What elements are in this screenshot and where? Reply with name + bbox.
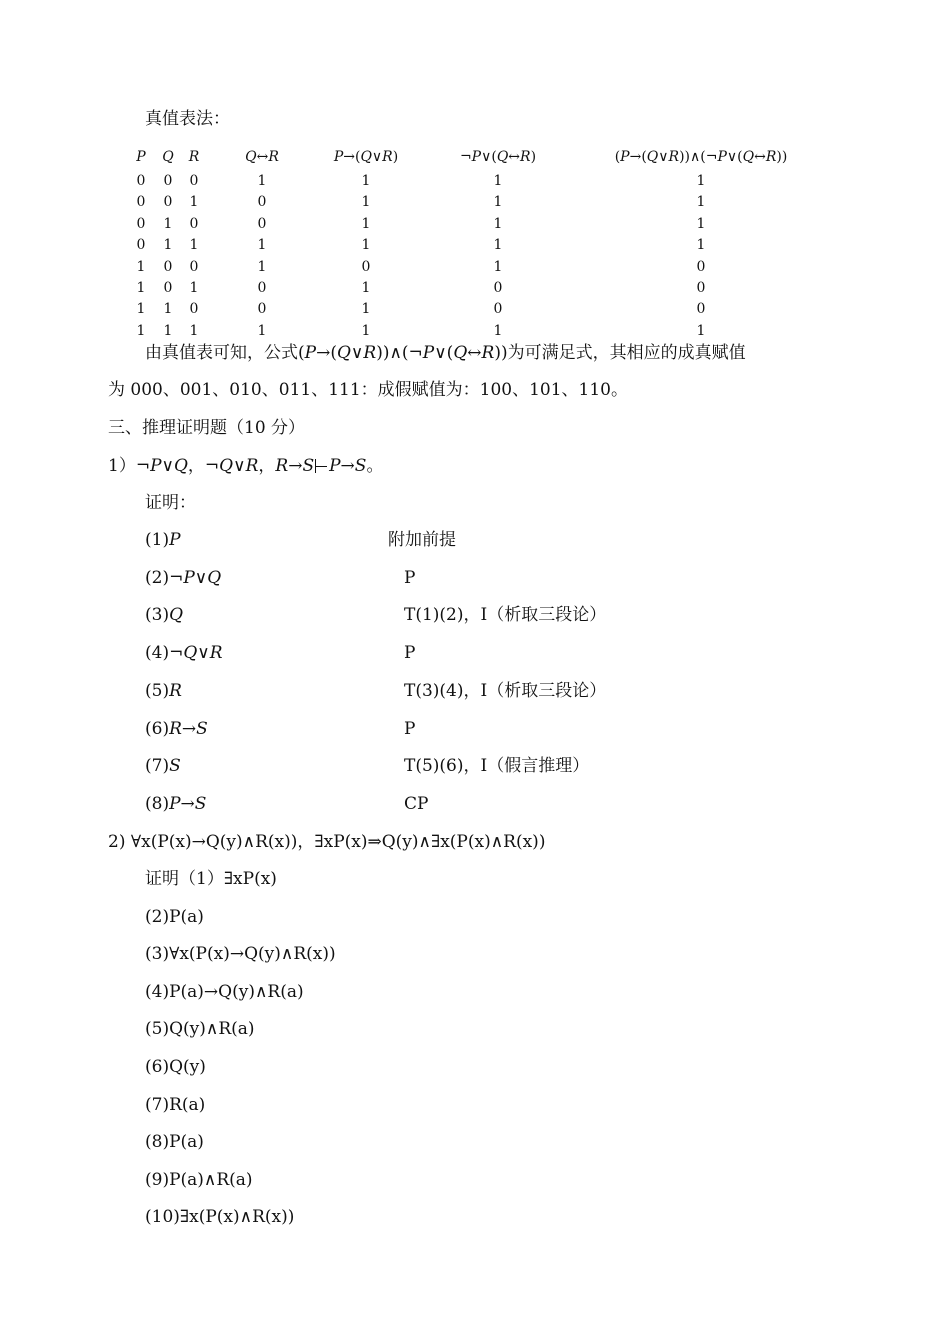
- proof-2-line: (8)P(a): [145, 1132, 204, 1153]
- proof-step-reason: P: [404, 718, 416, 739]
- truth-table-cell: 1: [696, 173, 706, 189]
- truth-table-cell: 0: [257, 301, 267, 318]
- truth-table-cell: 1: [257, 237, 267, 254]
- truth-table-cell: 0: [136, 237, 146, 254]
- truth-table-cell: 0: [163, 173, 173, 189]
- truth-table-cell: 0: [361, 258, 371, 275]
- truth-table-cell: 1: [493, 322, 503, 339]
- truth-table-cell: 0: [163, 194, 173, 211]
- truth-table-cell: 1: [189, 280, 199, 296]
- truth-table-cell: 0: [493, 301, 503, 318]
- truth-table-cell: 1: [493, 194, 503, 211]
- section-3-heading: 三、推理证明题（10 分）: [108, 418, 306, 438]
- truth-table-cell: 1: [163, 322, 173, 339]
- proof-step-formula: (4)¬Q∨R: [145, 643, 223, 664]
- truth-table-cell: 1: [136, 322, 146, 339]
- truth-table-cell: 0: [136, 173, 146, 189]
- problem-2-statement: 2) ∀x(P(x)→Q(y)∧R(x))，∃xP(x)⇒Q(y)∧∃x(P(x)∧R(x)): [108, 832, 546, 852]
- truth-table-title: 真值表法：: [145, 109, 230, 129]
- proof-step-reason: P: [404, 567, 416, 588]
- truth-table-cell: 1: [136, 280, 146, 296]
- truth-table-cell: 0: [189, 173, 199, 189]
- proof-2-line: (7)R(a): [145, 1094, 206, 1115]
- truth-table-cell: 1: [493, 173, 503, 189]
- truth-table-cell: 1: [696, 194, 706, 211]
- truth-table-cell: 0: [189, 301, 199, 318]
- proof-2-line: (9)P(a)∧R(a): [145, 1169, 253, 1190]
- truth-table-cell: 0: [136, 215, 146, 232]
- header-full-formula: (P→(Q∨R))∧(¬P∨(Q↔R)): [614, 149, 788, 165]
- conclusion-line-2: 为 000、001、010、011、111：成假赋值为：100、101、110。: [108, 380, 628, 400]
- truth-table-cell: 1: [696, 237, 706, 254]
- truth-table-cell: 0: [696, 258, 706, 275]
- proof-2-line: (4)P(a)→Q(y)∧R(a): [145, 981, 304, 1002]
- truth-table-cell: 0: [257, 194, 267, 211]
- header-not-p-or-q-iff-r: ¬P∨(Q↔R): [459, 149, 537, 165]
- truth-table-cell: 1: [257, 258, 267, 275]
- problem-1-proof-label: 证明：: [145, 493, 196, 513]
- conclusion-line-1: [145, 343, 746, 363]
- truth-table-cell: 1: [136, 258, 146, 275]
- header-p-imp-q-or-r: P→(Q∨R): [333, 149, 399, 165]
- truth-table-cell: 0: [257, 280, 267, 296]
- proof-step-reason: P: [404, 643, 416, 664]
- conclusion-formula: (P→(Q∨R))∧(¬P∨(Q↔R)): [298, 343, 508, 363]
- proof-step-formula: (6)R→S: [145, 718, 208, 739]
- truth-table-cell: 1: [189, 194, 199, 211]
- truth-table-cell: 1: [163, 237, 173, 254]
- proof-2-line: (5)Q(y)∧R(a): [145, 1019, 255, 1040]
- truth-table-cell: 1: [257, 322, 267, 339]
- proof-2-line: (6)Q(y): [145, 1057, 206, 1077]
- proof-step-formula: (7)S: [145, 756, 181, 777]
- problem-1-number: 1）: [108, 456, 136, 476]
- truth-table-cell: 1: [493, 215, 503, 232]
- proof-2-line: (3)∀x(P(x)→Q(y)∧R(x)): [145, 944, 336, 965]
- truth-table-cell: 0: [696, 301, 706, 318]
- truth-table-cell: 1: [163, 301, 173, 318]
- truth-table-cell: 0: [257, 215, 267, 232]
- header-r: R: [188, 149, 200, 165]
- proof-2-line: (10)∃x(P(x)∧R(x)): [145, 1207, 295, 1228]
- proof-step-formula: (3)Q: [145, 605, 184, 626]
- truth-table-cell: 0: [696, 280, 706, 296]
- truth-table-cell: 1: [361, 215, 371, 232]
- proof-step-formula: (2)¬P∨Q: [145, 567, 222, 588]
- header-q-iff-r: Q↔R: [245, 149, 279, 165]
- truth-table-cell: 0: [189, 258, 199, 275]
- truth-table-cell: 1: [189, 322, 199, 339]
- truth-table-cell: 1: [361, 301, 371, 318]
- header-q: Q: [162, 149, 174, 165]
- proof-2-line: 证明（1）∃xP(x): [145, 869, 277, 889]
- proof-step-reason: 附加前提: [388, 530, 456, 550]
- conclusion-text-b: 为可满足式，其相应的成真赋值: [507, 343, 746, 363]
- truth-table-cell: 1: [361, 322, 371, 339]
- problem-1-statement: 1）¬P∨Q，¬Q∨R，R→S P→S。: [108, 456, 384, 476]
- proof-step-reason: T(1)(2)，I（析取三段论）: [404, 605, 607, 626]
- truth-table-cell: 1: [493, 258, 503, 275]
- proof-step-reason: T(3)(4)，I（析取三段论）: [404, 680, 607, 701]
- proof-step-reason: CP: [404, 793, 429, 814]
- proof-step-formula: (1)P: [145, 530, 181, 550]
- header-p: P: [136, 149, 146, 165]
- truth-table-cell: 1: [361, 173, 371, 189]
- truth-table-cell: 1: [696, 322, 706, 339]
- truth-table-cell: 1: [163, 215, 173, 232]
- truth-table-cell: 1: [493, 237, 503, 254]
- turnstile-icon: [315, 459, 328, 473]
- proof-step-formula: (5)R: [145, 680, 182, 701]
- proof-step-formula: (8)P→S: [145, 793, 207, 814]
- truth-table-cell: 1: [361, 237, 371, 254]
- conclusion-text-a: 由真值表可知，公式: [145, 343, 298, 363]
- truth-table-cell: 1: [696, 215, 706, 232]
- truth-table-cell: 0: [189, 215, 199, 232]
- truth-table-cell: 1: [189, 237, 199, 254]
- truth-table-cell: 1: [361, 194, 371, 211]
- truth-table-cell: 0: [163, 258, 173, 275]
- truth-table-cell: 0: [136, 194, 146, 211]
- truth-table-cell: 0: [493, 280, 503, 296]
- proof-step-reason: T(5)(6)，I（假言推理）: [404, 756, 590, 777]
- proof-2-line: (2)P(a): [145, 906, 204, 927]
- truth-table-cell: 1: [361, 280, 371, 296]
- truth-table-cell: 0: [163, 280, 173, 296]
- truth-table-cell: 1: [257, 173, 267, 189]
- truth-table-cell: 1: [136, 301, 146, 318]
